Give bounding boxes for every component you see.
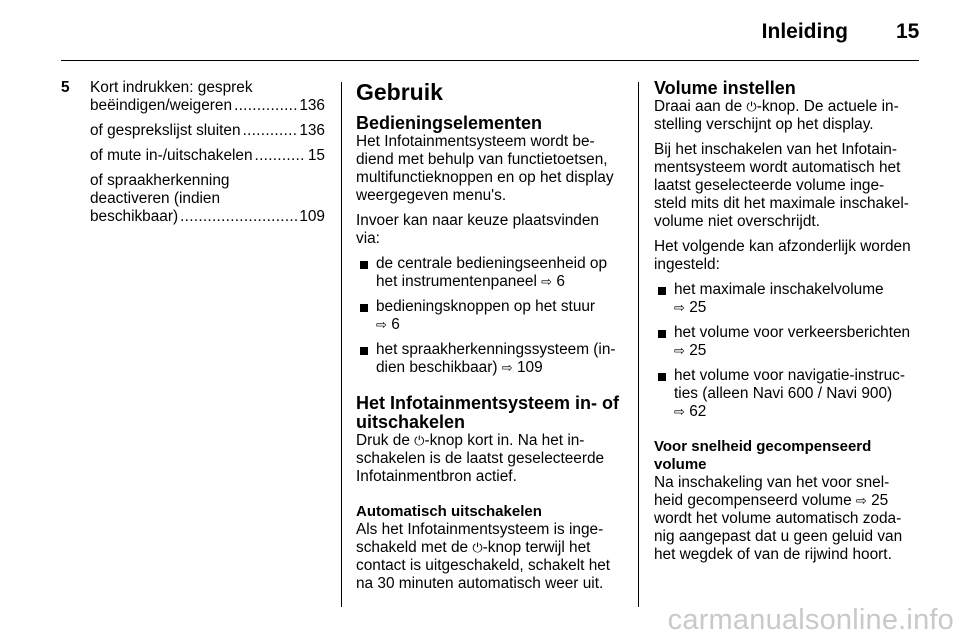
- bullet-item: het volume voor navigatie-instruc- ties (alleen Navi 600 / Navi 900) ⇨ 62: [654, 367, 922, 421]
- page-ref: 6: [391, 316, 400, 333]
- minor-heading: Automatisch uitschakelen: [356, 503, 542, 520]
- list-item: [61, 147, 325, 165]
- page-ref: 25: [689, 342, 707, 359]
- paragraph: Als het Infotainmentsysteem is inge- schakeld met de ⏻-knop terwijl het contact is uitgeschakeld, schakelt het na 30 minuten automatisch weer uit.: [356, 521, 611, 592]
- page-ref: 15: [307, 147, 325, 164]
- arrow-icon: ⇨: [855, 493, 867, 508]
- bullet-item: bedieningsknoppen op het stuur ⇨ 6: [356, 298, 623, 334]
- list-item: [61, 79, 325, 115]
- page-ref: 62: [689, 403, 707, 420]
- paragraph: Het Infotainmentsysteem wordt be- diend met behulp van functietoetsen, multifunctieknoppen en op het display weergegeven menu's.: [356, 133, 614, 204]
- dot-leader: [255, 147, 306, 165]
- column-2: [356, 79, 623, 600]
- page-ref: 109: [299, 208, 325, 225]
- toc-line: beschikbaar) . . . 109: [90, 208, 325, 226]
- bullet-item: het volume voor verkeersberichten ⇨ 25: [654, 324, 922, 360]
- paragraph: Na inschakeling van het voor snel- heid gecompenseerd volume ⇨ 25 wordt het volume automatisch zoda- nig aangepast dat u geen geluid van het wegdek of van de rijwind hoort.: [654, 474, 903, 563]
- list-item: of spraakherkenning deactiveren (indien beschikbaar) . . . 109: [61, 172, 325, 226]
- page-ref: 136: [299, 122, 325, 139]
- page-ref: 25: [689, 299, 707, 316]
- arrow-icon: ⇨: [674, 404, 685, 419]
- page-ref: 25: [871, 492, 889, 509]
- column-divider-1: [341, 82, 342, 607]
- watermark-text: carmanualsonline.info: [667, 604, 954, 636]
- power-icon: ⏻: [414, 433, 425, 448]
- paragraph: Invoer kan naar keuze plaatsvinden via:: [356, 212, 599, 247]
- power-icon: ⏻: [472, 540, 483, 555]
- entry-text: Kort indrukken: gesprek: [90, 79, 253, 96]
- arrow-icon: ⇨: [674, 300, 685, 315]
- subsection-heading: Volume instellen: [654, 78, 796, 98]
- subsection-heading: Bedieningselementen: [356, 113, 543, 133]
- section-heading: Gebruik: [356, 79, 443, 105]
- subsection-heading: Het Infotainmentsysteem in- of uitschakelen: [356, 393, 620, 432]
- bullet-item: het maximale inschakelvolume ⇨ 25: [654, 281, 922, 317]
- paragraph: Draai aan de ⏻-knop. De actuele in- stelling verschijnt op het display.: [654, 98, 899, 133]
- paragraph: Bij het inschakelen van het Infotain- mentsysteem wordt automatisch het laatst geselecteerde volume inge- steld mits dit het maximale inschakel- volume niet overschrijdt.: [654, 141, 909, 230]
- page-ref: 6: [556, 273, 565, 290]
- dot-leader: [180, 208, 297, 226]
- header-divider: [61, 60, 919, 61]
- power-icon: ⏻: [746, 99, 757, 114]
- entry-number: 5: [61, 79, 70, 96]
- page-ref: 109: [516, 359, 543, 376]
- dot-leader: [243, 122, 298, 140]
- paragraph: Het volgende kan afzonderlijk worden ingesteld:: [654, 238, 911, 273]
- bullet-item: het spraakherkenningssysteem (in- dien beschikbaar) ⇨ 109: [356, 341, 623, 377]
- toc-line: of mute in-/uitschakelen . . . 15: [90, 147, 325, 165]
- arrow-icon: ⇨: [376, 317, 387, 332]
- arrow-icon: ⇨: [674, 343, 685, 358]
- toc-line: of gesprekslijst sluiten . . . 136: [90, 122, 325, 140]
- minor-heading: Voor snelheid gecompenseerd volume: [654, 438, 872, 473]
- column-divider-2: [638, 82, 639, 607]
- arrow-icon: ⇨: [501, 360, 513, 375]
- page-number: 15: [896, 20, 920, 43]
- list-item: [61, 122, 325, 140]
- arrow-icon: ⇨: [541, 274, 553, 289]
- paragraph: Druk de ⏻-knop kort in. Na het in- schakelen is de laatst geselecteerde Infotainmentbron actief.: [356, 432, 605, 485]
- bullet-item: de centrale bedieningseenheid op het instrumentenpaneel ⇨ 6: [356, 255, 623, 291]
- page-section-title: Inleiding: [761, 20, 848, 43]
- column-3: [654, 79, 922, 571]
- dot-leader: [234, 97, 297, 115]
- page-ref: 136: [299, 97, 325, 114]
- toc-line: beëindigen/weigeren . . . 136: [90, 97, 325, 115]
- column-1: [61, 79, 325, 233]
